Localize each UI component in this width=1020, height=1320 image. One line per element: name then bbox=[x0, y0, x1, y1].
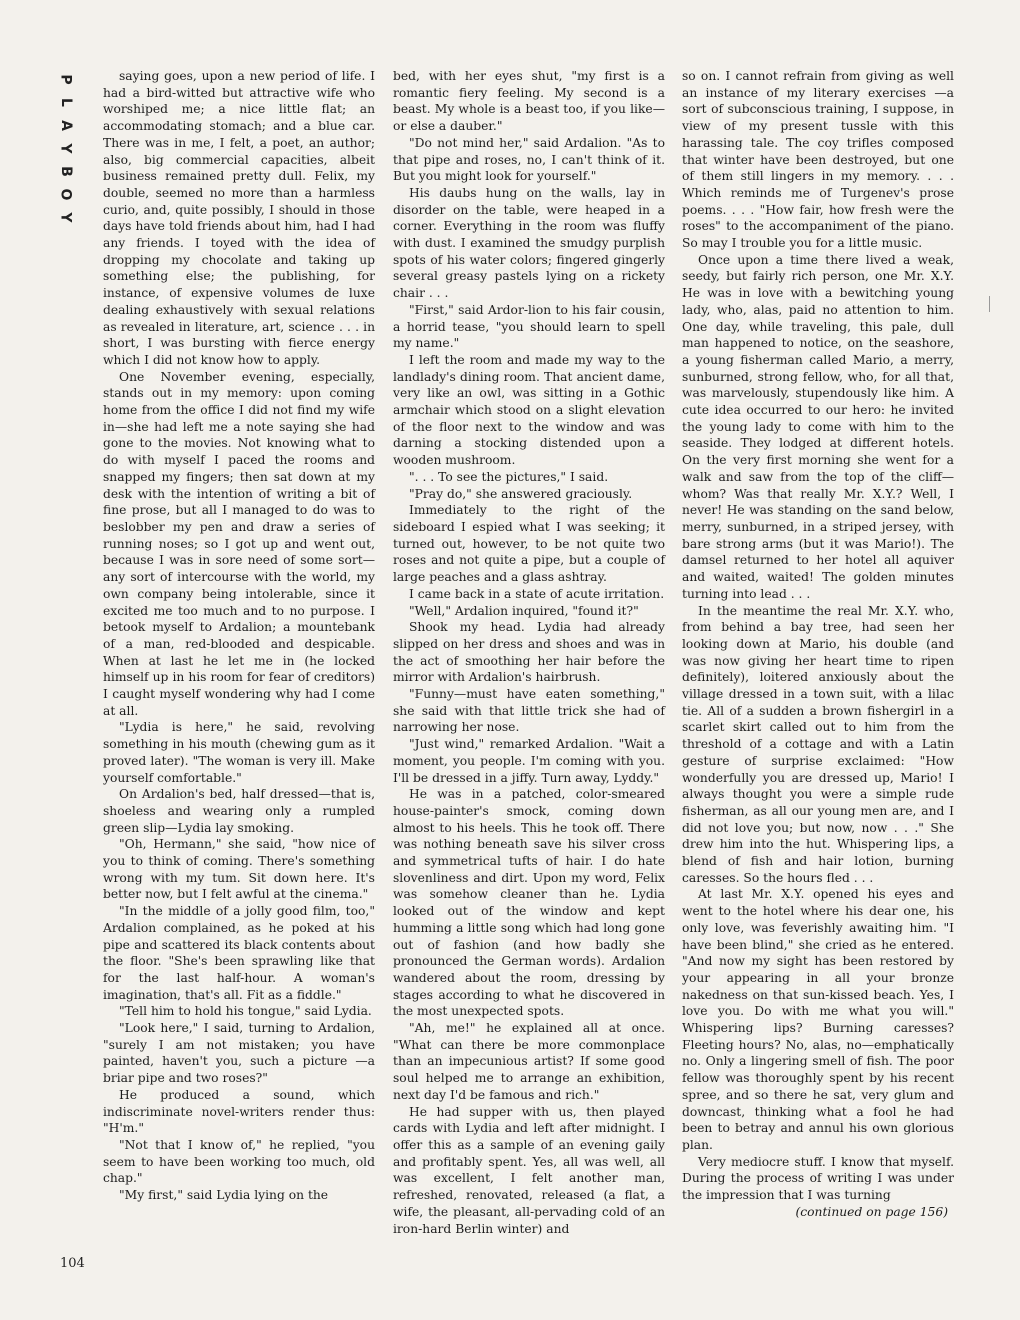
paragraph: "Look here," I said, turning to Ardalion, "surely I am not mistaken; you have painted, haven't you, such a picture —a briar pipe and two roses?" bbox=[103, 1021, 375, 1086]
paragraph: "Ah, me!" he explained all at once. "What can there be more commonplace than an impecunious artist? If some good soul helped me to arrange an exhibition, next day I'd be famous and rich." bbox=[393, 1021, 665, 1102]
masthead-letter: Y bbox=[57, 143, 74, 154]
paragraph: He was in a patched, color-smeared house-painter's smock, coming down almost to his heels. This he took off. There was nothing beneath save his silver cross and symmetrical tufts of hair. I do hate slovenliness and dirt. Upon my word, Felix was somehow cleaner than he. Lydia looked out of the window and kept humming a little song which had long gone out of fashion (and how badly she pronounced the German words). Ardalion wandered about the room, dressing by stages according to what he discovered in the most unexpected spots. bbox=[393, 787, 665, 1019]
masthead-letter: L bbox=[57, 98, 74, 107]
text-column-2 bbox=[393, 68, 665, 1237]
paragraph: "First," said Ardor-lion to his fair cousin, a horrid tease, "you should learn to spell my name." bbox=[393, 302, 665, 351]
paragraph: Very mediocre stuff. I know that myself. During the process of writing I was under the impression that I was turning bbox=[682, 1154, 954, 1203]
paragraph: "Well," Ardalion inquired, "found it?" bbox=[409, 603, 639, 618]
page-number: 104 bbox=[60, 1256, 85, 1271]
masthead-letter: O bbox=[57, 188, 74, 201]
text-column-3 bbox=[682, 68, 954, 1221]
paragraph: I came back in a state of acute irritation. bbox=[409, 586, 665, 601]
margin-mark bbox=[989, 296, 990, 312]
paragraph: On Ardalion's bed, half dressed—that is, shoeless and wearing only a rumpled green slip—Lydia lay smoking. bbox=[103, 787, 375, 835]
masthead-letter: P bbox=[57, 74, 74, 85]
paragraph: Once upon a time there lived a weak, seedy, but fairly rich person, one Mr. X.Y. He was in love with a bewitching young lady, who, alas, paid no attention to him. One day, while traveling, this pale, dull man happened to notice, on the seashore, a young fisherman called Mario, a merry, sunburned, strong fellow, who, for all that, was marvelously, stupendously like him. A cute idea occurred to our hero: he invited the young lady to come with him to the seaside. They lodged at different hotels. On the very first morning she went for a walk and saw from the top of the cliff—whom? Was that really Mr. X.Y.? Well, I never! He was standing on the sand below, merry, sunburned, in a striped jersey, with bare strong arms (but it was Mario!). The damsel returned to her hotel all aquiver and waited, waited! The golden minutes turning into lead . . . bbox=[682, 252, 954, 601]
paragraph: Immediately to the right of the sideboard I espied what I was seeking; it turned out, however, to be not quite two roses and not quite a pipe, but a couple of large peaches and a glass ashtray. bbox=[393, 503, 665, 585]
paragraph: "In the middle of a jolly good film, too," Ardalion complained, as he poked at his pipe and scattered its black contents about the floor. "She's been sprawling like that for the last half-hour. A woman's imagination, that's all. Fit as a fiddle." bbox=[103, 904, 375, 1002]
paragraph: I left the room and made my way to the landlady's dining room. That ancient dame, very like an owl, was sitting in a Gothic armchair which stood on a slight elevation of the floor next to the window and was darning a stocking distended upon a wooden mushroom. bbox=[393, 352, 665, 468]
masthead-letter: B bbox=[57, 166, 74, 177]
paragraph: He produced a sound, which indiscriminate novel-writers render thus: "H'm." bbox=[103, 1087, 375, 1136]
paragraph: In the meantime the real Mr. X.Y. who, from behind a bay tree, had seen her looking down at Mario, his double (and was now giving her heart time to ripen definitely), loitered anxiously about the village dressed in a town suit, with a lilac tie. All of a sudden a brown fishergirl in a scarlet skirt called out to him from the threshold of a cottage and with a Latin gesture of surprise exclaimed: "How wonderfully you are dressed up, Mario! I always thought you were a simple rude fisherman, as all our young men are, and I did not love you; but now, now . . ." She drew him into the hut. Whispering lips, a blend of fish and hair lotion, burning caresses. So the hours fled . . . bbox=[682, 603, 954, 885]
masthead-letter: Y bbox=[57, 212, 74, 223]
paragraph: bed, with her eyes shut, "my first is a romantic fiery feeling. My second is a beast. My whole is a beast too, if you like—or else a dauber." bbox=[393, 69, 665, 134]
paragraph: "Tell him to hold his tongue," said Lydia. bbox=[119, 1004, 372, 1019]
paragraph: At last Mr. X.Y. opened his eyes and went to the hotel where his dear one, his only love, was feverishly awaiting him. "I have been blind," she cried as he entered. "And now my sight has been restored by your appearing in all your bronze nakedness on that sun-kissed beach. Yes, I love you. Do with me what you will." Whispering lips? Burning caresses? Fleeting hours? No, alas, no—emphatically no. Only a lingering smell of fish. The poor fellow was thoroughly spent by his recent spree, and so there he sat, very glum and downcast, thinking what a fool he had been to betray and annul his own glorious plan. bbox=[682, 887, 954, 1152]
paragraph: Shook my head. Lydia had already slipped on her dress and shoes and was in the act of smoothing her hair before the mirror with Ardalion's hairbrush. bbox=[393, 620, 665, 685]
paragraph: so on. I cannot refrain from giving as well an instance of my literary exercises —a sort of subconscious training, I suppose, in view of my present tussle with this harassing tale. The coy trifles composed that winter have been destroyed, but one of them still lingers in my memory. . . . Which reminds me of Turgenev's prose poems. . . . "How fair, how fresh were the roses" to the accompaniment of the piano. So may I trouble you for a little music. bbox=[682, 69, 954, 251]
masthead-letter: A bbox=[57, 120, 74, 131]
paragraph: "Do not mind her," said Ardalion. "As to that pipe and roses, no, I can't think of it. But you might look for yourself." bbox=[393, 135, 665, 184]
paragraph: "Just wind," remarked Ardalion. "Wait a moment, you people. I'm coming with you. I'll be dressed in a jiffy. Turn away, Lyddy." bbox=[393, 737, 665, 785]
paragraph: "Not that I know of," he replied, "you seem to have been working too much, old chap." bbox=[103, 1138, 375, 1186]
paragraph: He had supper with us, then played cards with Lydia and left after midnight. I offer this as a sample of an evening gaily and profitably spent. Yes, all was well, all was excellent, I felt another man, refreshed, renovated, released (a flat, a wife, the pleasant, all-pervading cold of an iron-hard Berlin winter) and bbox=[393, 1104, 665, 1236]
text-column-1 bbox=[103, 68, 375, 1204]
paragraph: "Oh, Hermann," she said, "how nice of you to think of coming. There's something wrong with my tum. Sit down here. It's better now, but I felt awful at the cinema." bbox=[103, 837, 375, 902]
paragraph: ". . . To see the pictures," I said. bbox=[409, 469, 609, 484]
magazine-masthead bbox=[52, 68, 78, 229]
paragraph: "Lydia is here," he said, revolving something in his mouth (chewing gum as it proved later). "The woman is very ill. Make yourself comfortable." bbox=[103, 720, 375, 785]
paragraph: One November evening, especially, stands out in my memory: upon coming home from the office I did not find my wife in—she had left me a note saying she had gone to the movies. Not knowing what to do with myself I paced the rooms and snapped my fingers; then sat down at my desk with the intention of writing a bit of fine prose, but all I managed to do was to beslobber my pen and draw a series of running noses; so I got up and went out, because I was in sore need of some sort—any sort of intercourse with the world, my own company being intolerable, since it excited me too much and to no purpose. I betook myself to Ardalion; a mountebank of a man, red-blooded and despicable. When at last he let me in (he locked himself up in his room for fear of creditors) I caught myself wondering why had I come at all. bbox=[103, 369, 375, 718]
paragraph: His daubs hung on the walls, lay in disorder on the table, were heaped in a corner. Everything in the room was fluffy with dust. I examined the smudgy purplish spots of his water colors; fingered gingerly several greasy pastels lying on a rickety chair . . . bbox=[393, 185, 665, 301]
continued-note: (continued on page 156) bbox=[795, 1204, 948, 1219]
paragraph: "Funny—must have eaten something," she said with that little trick she had of narrowing her nose. bbox=[393, 687, 665, 735]
paragraph: "My first," said Lydia lying on the bbox=[119, 1188, 329, 1203]
paragraph: "Pray do," she answered graciously. bbox=[409, 486, 633, 501]
paragraph: saying goes, upon a new period of life. I had a bird-witted but attractive wife who worshiped me; a nice little flat; an accommodating stomach; and a blue car. There was in me, I felt, a poet, an author; also, big commercial capacities, albeit business remained pretty dull. Felix, my double, seemed no more than a harmless curio, and, quite possibly, I should in those days have told friends about him, had I had any friends. I toyed with the idea of dropping my chocolate and taking up something else; the publishing, for instance, of expensive volumes de luxe dealing exhaustively with sexual relations as revealed in literature, art, science . . . in short, I was bursting with fierce energy which I did not know how to apply. bbox=[103, 69, 375, 367]
